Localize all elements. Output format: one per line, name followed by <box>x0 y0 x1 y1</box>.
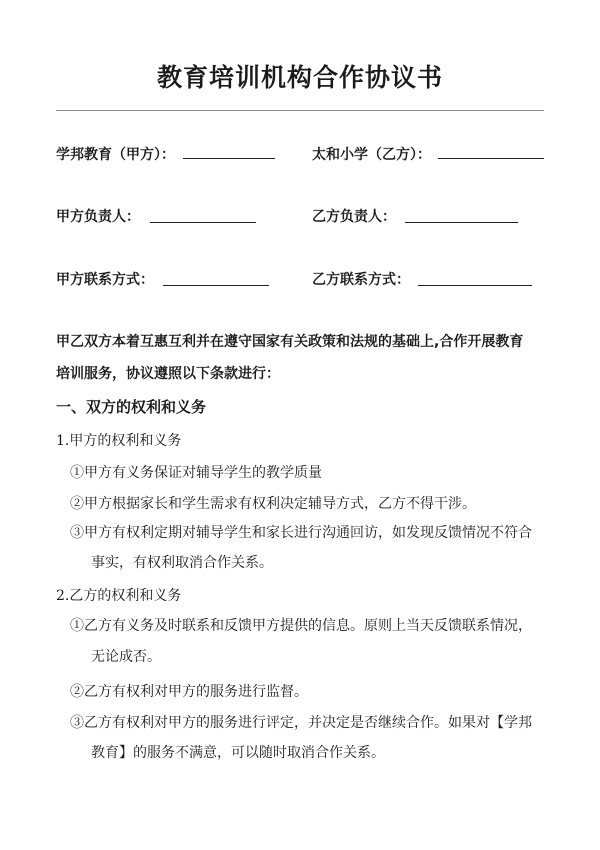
party-b-item-3-cont: 教育】的服务不满意，可以随时取消合作关系。 <box>91 745 385 761</box>
party-b-item-1-cont: 无论成否。 <box>91 649 161 665</box>
party-a-contact-blank[interactable] <box>163 285 269 286</box>
party-b-blank[interactable] <box>438 158 544 159</box>
party-a-item-1: ①甲方有义务保证对辅导学生的教学质量 <box>70 465 322 481</box>
party-a-leader-blank[interactable] <box>150 222 256 223</box>
party-b-contact-blank[interactable] <box>418 285 532 286</box>
document-title: 教育培训机构合作协议书 <box>156 63 443 92</box>
party-b-item-3: ③乙方有权利对甲方的服务进行评定，并决定是否继续合作。如果对【学邦 <box>70 715 532 731</box>
party-b-item-2: ②乙方有权利对甲方的服务进行监督。 <box>70 684 308 700</box>
party-a-contact-label: 甲方联系方式： <box>56 272 154 288</box>
title-divider <box>56 110 544 111</box>
party-a-rights-heading: 1.甲方的权利和义务 <box>56 433 182 449</box>
party-a-item-2: ②甲方根据家长和学生需求有权利决定辅导方式，乙方不得干涉。 <box>70 496 476 512</box>
party-b-item-1: ①乙方有义务及时联系和反馈甲方提供的信息。原则上当天反馈联系情况， <box>70 618 532 634</box>
intro-line-2: 培训服务，协议遵照以下条款进行： <box>56 366 280 382</box>
section-heading: 一、双方的权利和义务 <box>56 398 207 416</box>
party-a-item-3-cont: 事实，有权利取消合作关系。 <box>91 555 273 571</box>
party-b-leader-label: 乙方负责人： <box>312 209 396 225</box>
party-a-blank[interactable] <box>183 158 275 159</box>
party-a-item-3: ③甲方有权利定期对辅导学生和家长进行沟通回访，如发现反馈情况不符合 <box>70 525 532 541</box>
party-a-leader-label: 甲方负责人： <box>56 209 140 225</box>
intro-line-1: 甲乙双方本着互惠互利并在遵守国家有关政策和法规的基础上,合作开展教育 <box>56 334 524 350</box>
party-b-rights-heading: 2.乙方的权利和义务 <box>56 588 182 604</box>
party-a-label: 学邦教育（甲方）： <box>56 147 175 163</box>
party-b-label: 太和小学（乙方）： <box>312 147 431 163</box>
party-b-leader-blank[interactable] <box>405 222 518 223</box>
party-b-contact-label: 乙方联系方式： <box>312 272 410 288</box>
